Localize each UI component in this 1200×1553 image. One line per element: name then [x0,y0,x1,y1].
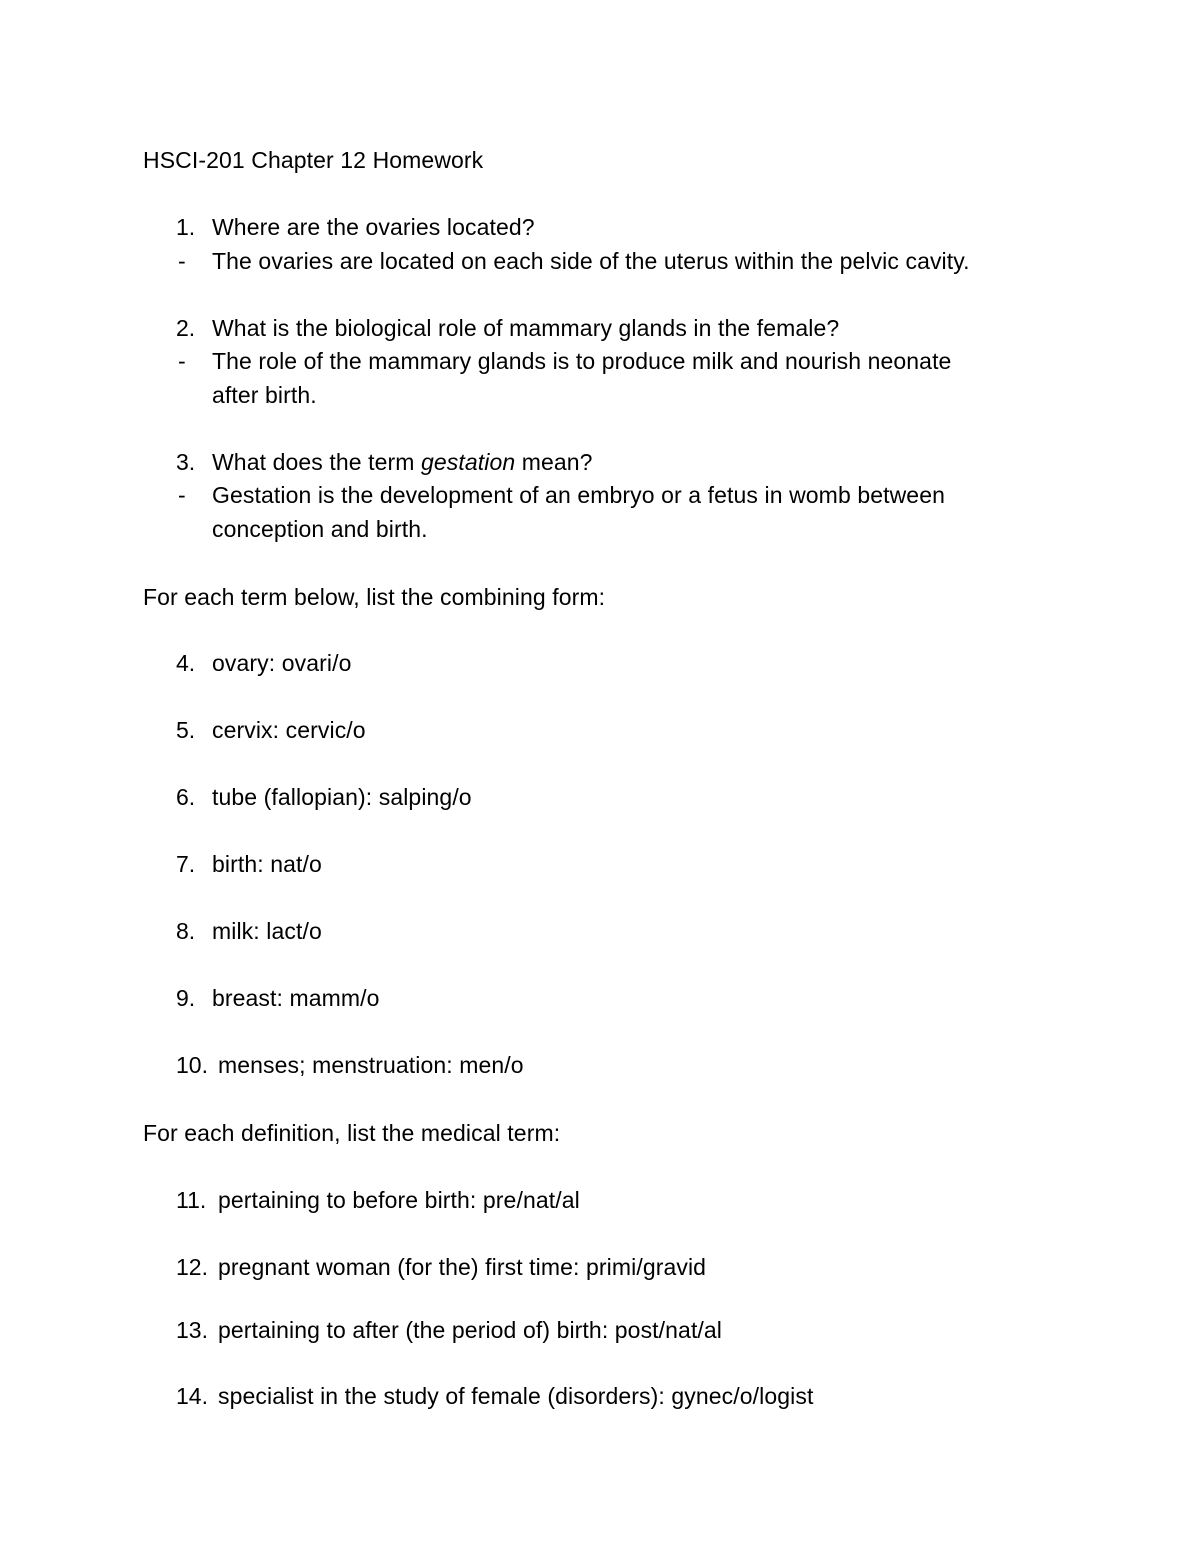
item-number: 14. [176,1383,208,1409]
item-number: 4. [176,650,196,676]
combining-form-item: ovary: ovari/o [212,650,352,676]
medical-term-item: pertaining to after (the period of) birth: post/nat/al [218,1317,723,1343]
question-number: 2. [176,315,196,341]
question-text-before: What does the term [212,449,421,475]
item-number: 12. [176,1254,208,1280]
combining-form-item: tube (fallopian): salping/o [212,784,472,810]
item-number: 5. [176,717,196,743]
section-heading-medical-terms: For each definition, list the medical term: [143,1120,561,1146]
question-text-after: mean? [515,449,593,475]
item-number: 6. [176,784,196,810]
answer-text: Gestation is the development of an embryo or a fetus in womb between [212,482,945,508]
combining-form-item: birth: nat/o [212,851,322,877]
combining-form-item: cervix: cervic/o [212,717,366,743]
answer-dash: - [178,348,186,374]
answer-text-continued: conception and birth. [212,516,428,542]
medical-term-item: pregnant woman (for the) first time: primi/gravid [218,1254,707,1280]
answer-dash: - [178,248,186,274]
item-number: 8. [176,918,196,944]
answer-text: The role of the mammary glands is to produce milk and nourish neonate [212,348,952,374]
answer-text: The ovaries are located on each side of the uterus within the pelvic cavity. [212,248,970,274]
item-number: 9. [176,985,196,1011]
answer-text-continued: after birth. [212,382,317,408]
question-text [212,448,593,476]
combining-form-item: menses; menstruation: men/o [218,1052,524,1078]
item-number: 13. [176,1317,208,1343]
question-number: 3. [176,449,196,475]
item-number: 10. [176,1052,208,1078]
item-number: 7. [176,851,196,877]
question-text: Where are the ovaries located? [212,214,535,240]
question-term-gestation: gestation [421,449,516,475]
medical-term-item: specialist in the study of female (disorders): gynec/o/logist [218,1383,814,1409]
section-heading-combining-forms: For each term below, list the combining form: [143,584,606,610]
answer-dash: - [178,482,186,508]
medical-term-item: pertaining to before birth: pre/nat/al [218,1187,580,1213]
question-text: What is the biological role of mammary glands in the female? [212,315,840,341]
combining-form-item: breast: mamm/o [212,985,380,1011]
item-number: 11. [176,1187,207,1213]
page-title: HSCI-201 Chapter 12 Homework [143,147,484,173]
question-number: 1. [176,214,196,240]
combining-form-item: milk: lact/o [212,918,322,944]
